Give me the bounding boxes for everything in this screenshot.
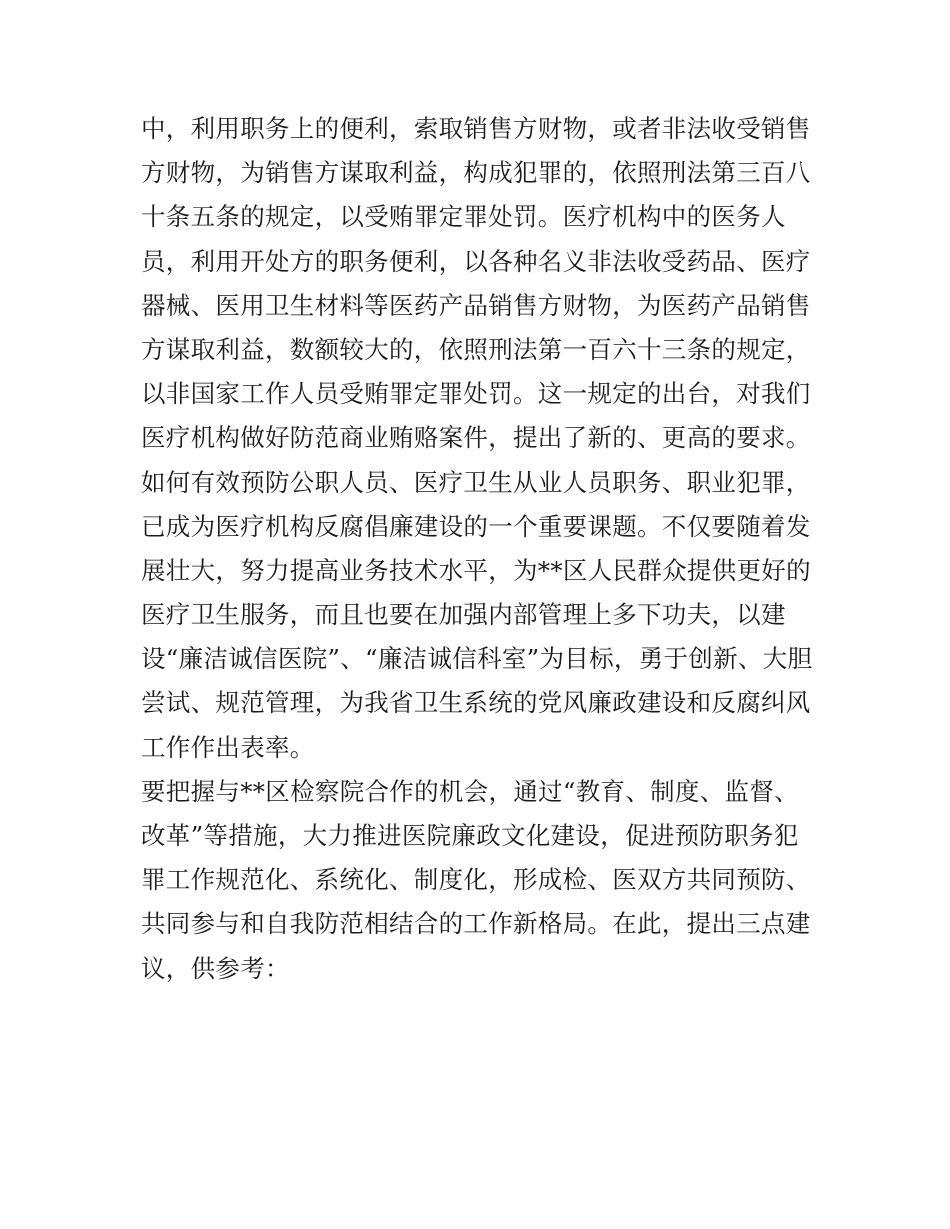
text-line: 十条五条的规定，以受贿罪定罪处罚。医疗机构中的医务人 <box>141 202 786 232</box>
body-text <box>141 107 831 991</box>
text-line: 共同参与和自我防范相结合的工作新格局。在此，提出三点建 <box>141 909 811 939</box>
text-line: 尝试、规范管理，为我省卫生系统的党风廉政建设和反腐纠风 <box>141 688 811 718</box>
text-line: 设“廉洁诚信医院”、“廉洁诚信科室”为目标，勇于创新、大胆 <box>141 644 813 674</box>
text-line: 器械、医用卫生材料等医药产品销售方财物，为医药产品销售 <box>141 290 811 320</box>
text-line: 工作作出表率。 <box>141 732 315 762</box>
text-line: 医疗卫生服务，而且也要在加强内部管理上多下功夫，以建 <box>141 600 786 630</box>
text-line: 已成为医疗机构反腐倡廉建设的一个重要课题。不仅要随着发 <box>141 511 811 541</box>
text-line: 员，利用开处方的职务便利，以各种名义非法收受药品、医疗 <box>141 246 811 276</box>
text-line: 议，供参考： <box>141 953 290 983</box>
text-line: 如何有效预防公职人员、医疗卫生从业人员职务、职业犯罪， <box>141 467 811 497</box>
text-line: 以非国家工作人员受贿罪定罪处罚。这一规定的出台，对我们 <box>141 379 811 409</box>
text-line: 罪工作规范化、系统化、制度化，形成检、医双方共同预防、 <box>141 865 811 895</box>
text-line: 改革”等措施，大力推进医院廉政文化建设，促进预防职务犯 <box>141 821 799 850</box>
text-line: 方财物，为销售方谋取利益，构成犯罪的，依照刑法第三百八 <box>141 158 811 188</box>
text-line: 展壮大，努力提高业务技术水平，为**区人民群众提供更好的 <box>141 555 811 585</box>
text-line: 方谋取利益，数额较大的，依照刑法第一百六十三条的规定， <box>141 334 811 364</box>
text-line: 医疗机构做好防范商业贿赂案件，提出了新的、更高的要求。 <box>141 423 811 453</box>
text-line: 要把握与**区检察院合作的机会，通过“教育、制度、监督、 <box>141 776 799 806</box>
text-line: 中，利用职务上的便利，索取销售方财物，或者非法收受销售 <box>141 114 811 143</box>
